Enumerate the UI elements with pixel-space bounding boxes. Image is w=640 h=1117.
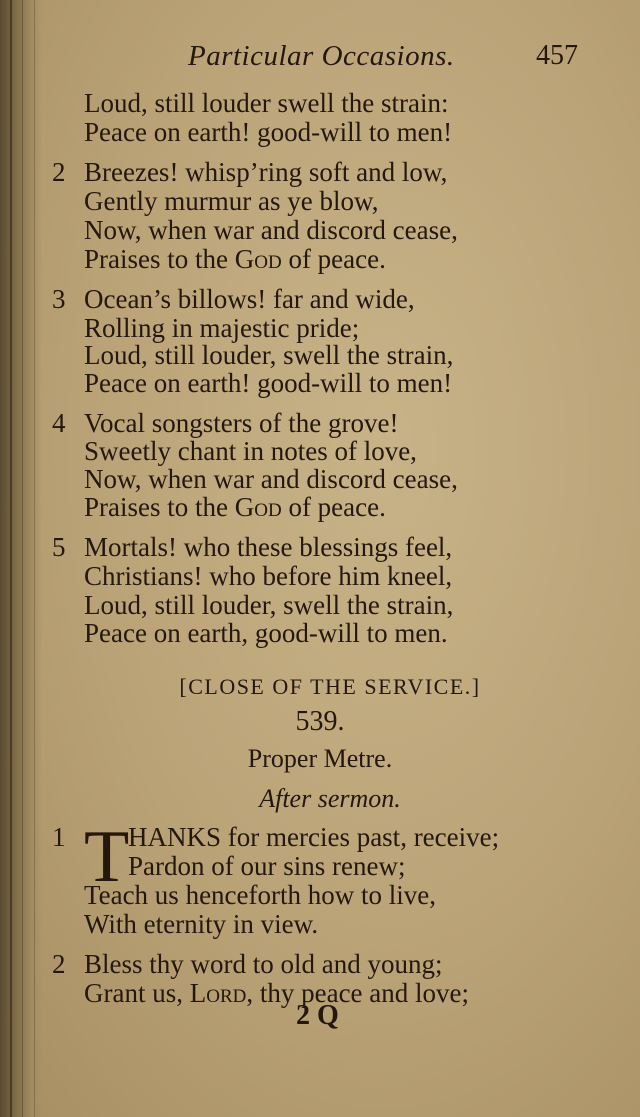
page-number: 457 xyxy=(536,40,578,71)
verse-line: Christians! who before him kneel, xyxy=(84,561,453,591)
verse-text: of peace. xyxy=(281,492,386,522)
verse-line: Loud, still louder, swell the strain, xyxy=(84,590,454,620)
verse-line: Teach us henceforth how to live, xyxy=(84,880,436,910)
verse-line: Now, when war and discord cease, xyxy=(84,464,458,494)
verse-text: of peace. xyxy=(281,244,386,274)
verse-line: Gently murmur as ye blow, xyxy=(84,186,379,216)
verse-line xyxy=(84,492,386,522)
verse-line: Ocean’s billows! far and wide, xyxy=(84,284,415,314)
section-heading: [CLOSE OF THE SERVICE.] xyxy=(179,674,481,699)
verse-line: HANKS for mercies past, receive; xyxy=(128,822,500,852)
divine-name: Lord xyxy=(189,978,247,1008)
verse-line: Breezes! whisp’ring soft and low, xyxy=(84,157,448,187)
verse-line: Peace on earth! good-will to men! xyxy=(84,117,453,147)
verse-number: 5 xyxy=(52,532,66,562)
verse-number: 2 xyxy=(52,157,66,187)
verse-line xyxy=(84,244,386,274)
verse-text: Grant us, xyxy=(84,978,190,1008)
verse-text: Praises to the xyxy=(84,492,235,522)
verse-line: Peace on earth, good-will to men. xyxy=(84,618,448,648)
verse-number: 1 xyxy=(52,822,66,852)
hymn-number: 539. xyxy=(295,706,345,737)
drop-cap: T xyxy=(84,816,130,898)
verse-line: Peace on earth! good-will to men! xyxy=(84,368,453,398)
verse-line: Rolling in majestic pride; xyxy=(84,313,360,343)
verse-text: , thy peace and love; xyxy=(246,978,470,1008)
running-title: Particular Occasions. xyxy=(188,40,455,72)
signature-mark: 2 Q xyxy=(296,1000,339,1031)
verse-line: Bless thy word to old and young; xyxy=(84,949,443,979)
hymn-occasion: After sermon. xyxy=(259,784,401,813)
verse-text: Praises to the xyxy=(84,244,235,274)
verse-line xyxy=(84,978,469,1008)
verse-number: 2 xyxy=(52,949,66,979)
verse-line: With eternity in view. xyxy=(84,909,319,939)
verse-line: Sweetly chant in notes of love, xyxy=(84,436,417,466)
verse-line: Vocal songsters of the grove! xyxy=(84,408,399,438)
verse-number: 4 xyxy=(52,408,66,438)
divine-name: God xyxy=(234,492,282,522)
gutter-line xyxy=(34,0,35,1117)
book-gutter xyxy=(0,0,42,1117)
hymn-metre: Proper Metre. xyxy=(247,744,393,773)
verse-line: Mortals! who these blessings feel, xyxy=(84,532,453,562)
gutter-line xyxy=(22,0,23,1117)
divine-name: God xyxy=(234,244,282,274)
verse-line: Loud, still louder swell the strain: xyxy=(84,88,449,118)
verse-line: Loud, still louder, swell the strain, xyxy=(84,340,454,370)
verse-line: Pardon of our sins renew; xyxy=(128,851,406,881)
page-header xyxy=(188,40,588,80)
verse-line: Now, when war and discord cease, xyxy=(84,215,458,245)
verse-number: 3 xyxy=(52,284,66,314)
gutter-line xyxy=(10,0,12,1117)
